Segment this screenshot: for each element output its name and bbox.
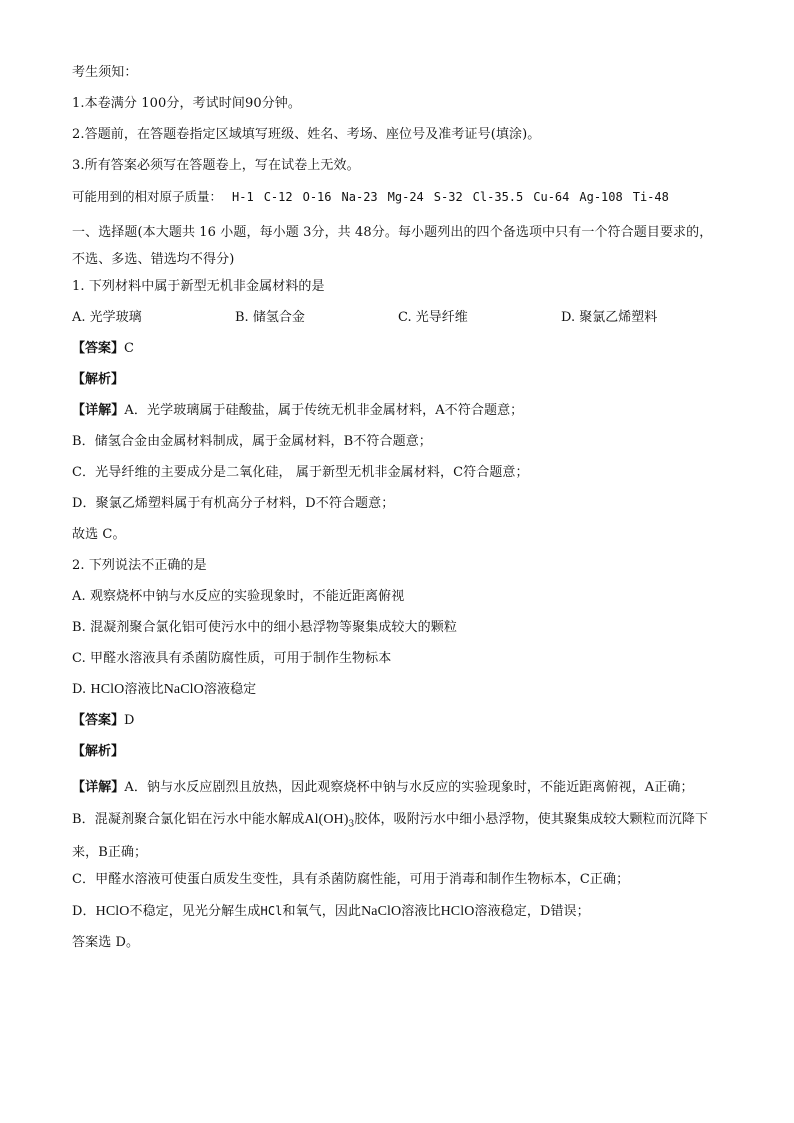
- q2-option-d-suffix: 溶液稳定: [203, 682, 257, 697]
- q2-detail-d-hcl: HCl: [260, 903, 283, 918]
- q2-detail-a: [72, 774, 724, 801]
- q1-option-b: B. 储氢合金: [235, 310, 305, 325]
- mass-ag: Ag-108: [579, 190, 623, 204]
- q1-analysis-tag: 【解析】: [72, 372, 125, 387]
- q2-option-a: A. 观察烧杯中钠与水反应的实验现象时，不能近距离俯视: [72, 589, 405, 604]
- q2-detail-d-pre: D．: [72, 903, 96, 919]
- atomic-masses: [72, 188, 724, 206]
- q2-answer: [72, 712, 724, 730]
- mass-ti: Ti-48: [632, 190, 669, 204]
- q2-detail-c: C．甲醛水溶液可使蛋白质发生变性，具有杀菌防腐性能，可用于消毒和制作生物标本，C正确；: [72, 871, 630, 887]
- q2-detail-d-mid2: 和氧气，因此: [282, 903, 362, 919]
- q2-analysis-tag: 【解析】: [72, 744, 125, 759]
- q2-option-c: C. 甲醛水溶液具有杀菌防腐性质，可用于制作生物标本: [72, 651, 392, 666]
- q2-stem: 2. 下列说法不正确的是: [72, 558, 207, 573]
- q1-detail-tag: 【详解】: [72, 403, 125, 418]
- q2-detail-d-chem1: HClO: [95, 903, 130, 919]
- q1-answer-tag: 【答案】: [72, 341, 125, 356]
- q2-detail-b-post: 胶体，吸附污水中细小悬浮物，使其聚集成较大颗粒而沉降下来，B正确；: [72, 812, 709, 860]
- notice-title: 考生须知：: [72, 65, 138, 80]
- q2-detail-a-text: A．钠与水反应剧烈且放热，因此观察烧杯中钠与水反应的实验现象时，不能近距离俯视，A正确；: [124, 780, 694, 795]
- mass-c: C-12: [263, 190, 293, 204]
- q2-option-d-prefix: D.: [72, 682, 91, 697]
- q1-options: [72, 309, 724, 327]
- q2-conclusion: 答案选 D。: [72, 934, 140, 950]
- mass-s: S-32: [433, 190, 463, 204]
- q1-analysis: [72, 371, 724, 389]
- q1-detail-a: [72, 402, 724, 420]
- mass-cu: Cu-64: [533, 190, 570, 204]
- q1-stem: 1. 下列材料中属于新型无机非金属材料的是: [72, 279, 325, 294]
- q1-detail-b: B．储氢合金由金属材料制成，属于金属材料，B不符合题意；: [72, 434, 432, 449]
- mass-na: Na-23: [341, 190, 378, 204]
- q2-option-d-mid: 溶液比: [124, 682, 164, 697]
- q1-option-c: C. 光导纤维: [398, 310, 468, 325]
- q2-detail-b-sub: 3: [348, 819, 355, 830]
- q1-detail-c: C．光导纤维的主要成分是二氧化硅， 属于新型无机非金属材料，C符合题意；: [72, 465, 529, 480]
- q2-option-d-chem2: NaClO: [163, 682, 204, 697]
- q2-detail-b-chem: Al(OH): [304, 812, 349, 827]
- q2-option-d-chem1: HClO: [90, 682, 125, 697]
- q2-detail-d-chem2: NaClO: [361, 903, 402, 919]
- q2-analysis: [72, 743, 724, 761]
- q2-option-b: B. 混凝剂聚合氯化铝可使污水中的细小悬浮物等聚集成较大的颗粒: [72, 620, 457, 635]
- q1-answer: [72, 340, 724, 358]
- notice-item-1: 1.本卷满分 100分，考试时间90分钟。: [72, 96, 301, 111]
- q2-answer-tag: 【答案】: [72, 713, 125, 728]
- q1-answer-value: C: [124, 341, 134, 356]
- q1-detail-d: D．聚氯乙烯塑料属于有机高分子材料，D不符合题意；: [72, 496, 395, 511]
- atomic-masses-label: 可能用到的相对原子质量：: [72, 189, 223, 204]
- mass-h: H-1: [232, 190, 254, 204]
- q2-detail-tag: 【详解】: [72, 780, 125, 795]
- q2-detail-b-pre: B．混凝剂聚合氯化铝在污水中能水解成: [72, 812, 305, 827]
- q2-detail-d-mid1: 不稳定，见光分解生成: [129, 903, 261, 919]
- q2-option-d: [72, 681, 724, 699]
- exam-page: [72, 64, 724, 965]
- q1-conclusion: 故选 C。: [72, 527, 126, 542]
- q2-detail-b: [72, 806, 724, 866]
- mass-o: O-16: [302, 190, 332, 204]
- q1-detail-a-text: A．光学玻璃属于硅酸盐，属于传统无机非金属材料，A不符合题意；: [124, 403, 524, 418]
- q2-detail-d-mid3: 溶液比: [401, 903, 441, 919]
- q2-detail-d: [72, 902, 724, 921]
- q2-answer-value: D: [124, 713, 135, 728]
- notice-item-3: 3.所有答案必须写在答题卷上，写在试卷上无效。: [72, 158, 360, 173]
- q1-option-d: D. 聚氯乙烯塑料: [561, 310, 658, 325]
- section-heading: 一、选择题(本大题共 16 小题，每小题 3分，共 48分。每小题列出的四个备选项中只有一个符合题目要求的，不选、多选、错选均不得分): [72, 225, 713, 267]
- q2-detail-d-chem3: HClO: [440, 903, 475, 919]
- mass-cl: Cl-35.5: [472, 190, 524, 204]
- q2-detail-d-post: 溶液稳定，D错误；: [474, 903, 590, 919]
- notice-item-2: 2.答题前，在答题卷指定区域填写班级、姓名、考场、座位号及准考证号(填涂)。: [72, 127, 541, 142]
- mass-mg: Mg-24: [387, 190, 424, 204]
- q1-option-a: A. 光学玻璃: [72, 310, 142, 325]
